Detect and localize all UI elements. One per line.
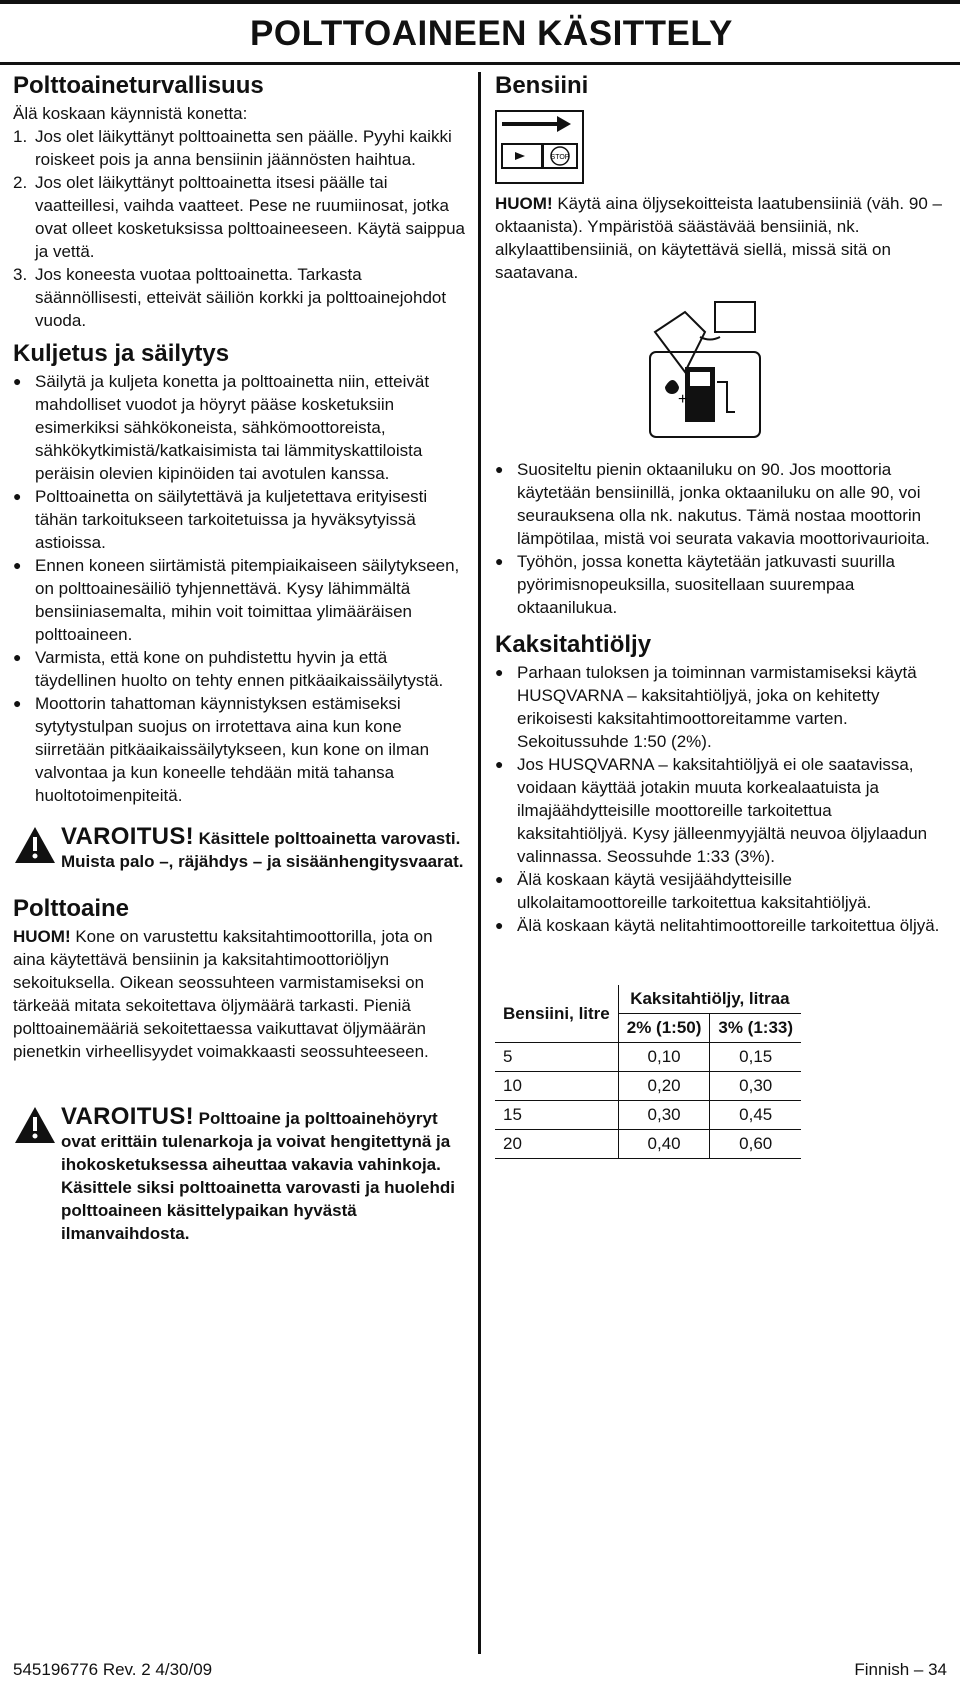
warning-text: Polttoaine ja polttoainehöyryt ovat erittäin tulenarkoja ja voivat hengitettynä ja ihokosketuksessa aiheuttaa vakavia vahinkoja. Käsittele siksi polttoainetta varovasti ja huolehdi polttoaineen käsittelypaikan hyvästä ilmanvaihdosta. — [61, 1109, 455, 1243]
table-row: 10 0,20 0,30 — [495, 1072, 801, 1101]
section-title-two-stroke-oil: Kaksitahtiöljy — [495, 631, 652, 658]
list-item: ● Säilytä ja kuljeta konetta ja polttoainetta niin, etteivät mahdolliset vuodot ja höyryt pääse kosketuksiin esimerkiksi sähkökoneista, sähkömoottoreista, sähkökytkimistä/katkaisimista tai lämmityskattiloista peräisin olevien kipinöiden tai avotulen kanssa. — [13, 372, 430, 483]
list-item: ● Ennen koneen siirtämistä pitempiaikaiseen säilytykseen, on polttoainesäiliö tyhjennettävä. Kysy lähimmältä bensiiniasemalta, mihin voit toimittaa ylimääräisen polttoaineen. — [13, 556, 460, 644]
fuel-can-illustration — [645, 292, 765, 442]
left-column — [13, 70, 468, 1245]
column-divider — [478, 72, 481, 1654]
stop-text: STOP — [550, 154, 570, 161]
title-rule — [0, 62, 960, 65]
top-rule — [0, 0, 960, 4]
fuel-pump-sign — [495, 110, 584, 184]
fuel-safety-intro: Älä koskaan käynnistä konetta: — [13, 104, 248, 123]
fuel-note: HUOM! Kone on varustettu kaksitahtimoottorilla, jota on aina käytettävä bensiinin ja kaksitahtimoottoriöljyn sekoituksella. Oikean seossuhteen varmistamiseksi on tärkeää mitata sekoitettava öljymäärä tarkasti. Pieniä polttoainemääriä sekoitettaessa vaikuttavat öljymäärän pienetkin virheellisyydet voimakkaasti seossuhteeseen. — [13, 927, 433, 1061]
table-header-oil: Kaksitahtiöljy, litraa — [618, 985, 801, 1014]
list-item: 2. Jos olet läikyttänyt polttoainetta itsesi päälle tai vaatteillesi, vaihda vaatteet. Pese ne ruumiinosat, jotka ovat olleet kosketuksissa polttoaineeseen. Käytä saippua ja vettä. — [13, 173, 465, 261]
warning-label: VAROITUS! — [61, 823, 194, 850]
table-row: 20 0,40 0,60 — [495, 1130, 801, 1159]
list-item: 1. Jos olet läikyttänyt polttoainetta sen päälle. Pyyhi kaikki roiskeet pois ja anna bensiinin jäännösten haihtua. — [13, 127, 452, 169]
footer-page-number: Finnish – 34 — [854, 1660, 947, 1679]
section-title-fuel: Polttoaine — [13, 895, 130, 922]
section-title-petrol: Bensiini — [495, 72, 589, 99]
footer-doc-id: 545196776 Rev. 2 4/30/09 — [13, 1660, 213, 1679]
right-column — [495, 70, 945, 1159]
warning-triangle-icon — [13, 1105, 61, 1245]
warning-box-2 — [13, 1105, 468, 1245]
list-item: ● Älä koskaan käytä nelitahtimoottoreille tarkoitettua öljyä. — [495, 916, 940, 935]
octane-list — [495, 458, 945, 619]
mixing-table — [495, 985, 801, 1159]
list-item: ● Jos HUSQVARNA – kaksitahtiöljyä ei ole saatavissa, voidaan käyttää jotakin muuta korkealaatuista ja ilmajäähdytteisille moottoreille tarkoitettua kaksitahtiöljyä. Kysy jälleenmyyjältä neuvoa öljylaadun valinnassa. Seossuhde 1:33 (3%). — [495, 755, 928, 866]
warning-label: VAROITUS! — [61, 1103, 194, 1130]
list-item: ● Varmista, että kone on puhdistettu hyvin ja että täydellinen huolto on tehty ennen pitkäaikaissäilytystä. — [13, 648, 444, 690]
fuel-safety-list — [13, 125, 468, 332]
list-item: ● Moottorin tahattoman käynnistyksen estämiseksi sytytystulpan suojus on irrotettava aina kun kone siirretään pitkäaikaissäilytykseen, kun kone on ilman valvontaa ja kun koneelle tehdään mitä tahansa huoltotoimenpiteitä. — [13, 694, 430, 805]
section-title-transport: Kuljetus ja säilytys — [13, 340, 230, 367]
petrol-note: HUOM! Käytä aina öljysekoitteista laatubensiiniä (väh. 90 – oktaanista). Ympäristöä säästävää bensiiniä, nk. alkylaattibensiiniä, on käytettävä siellä, missä sitä on saatavana. — [495, 194, 942, 282]
table-header-petrol: Bensiini, litre — [495, 985, 618, 1043]
page-title: POLTTOAINEEN KÄSITTELY — [250, 14, 733, 53]
table-header-3pct: 3% (1:33) — [710, 1014, 801, 1043]
list-item: ● Suositeltu pienin oktaaniluku on 90. Jos moottoria käytetään bensiinillä, jonka oktaaniluku on alle 90, voi seurauksena olla nk. nakutus. Tämä nostaa moottorin lämpötilaa, mistä voi seurata vakavia moottorivaurioita. — [495, 460, 930, 548]
svg-text:+: + — [678, 391, 688, 408]
list-item: ● Polttoainetta on säilytettävä ja kuljetettava erityisesti tähän tarkoitukseen tarkoitetuissa ja hyväksytyissä astioissa. — [13, 487, 428, 552]
table-header-2pct: 2% (1:50) — [618, 1014, 710, 1043]
list-item: ● Parhaan tuloksen ja toiminnan varmistamiseksi käytä HUSQVARNA – kaksitahtiöljyä, joka on kehitetty erikoisesti kaksitahtimoottoreitamme varten. Sekoitussuhde 1:50 (2%). — [495, 663, 917, 751]
list-item: ● Älä koskaan käytä vesijäähdytteisille ulkolaitamoottoreille tarkoitettua kaksitahtiöljyä. — [495, 870, 872, 912]
table-row: 15 0,30 0,45 — [495, 1101, 801, 1130]
list-item: 3. Jos koneesta vuotaa polttoainetta. Tarkasta säännöllisesti, etteivät säiliön korkki ja polttoainejohdot vuoda. — [13, 265, 447, 330]
list-item: ● Työhön, jossa konetta käytetään jatkuvasti suurilla pyörimisnopeuksilla, suositellaan suurempaa oktaanilukua. — [495, 552, 895, 617]
section-title-fuel-safety: Polttoaineturvallisuus — [13, 72, 264, 99]
transport-list — [13, 370, 468, 807]
warning-triangle-icon — [13, 825, 61, 873]
warning-text: Käsittele polttoainetta varovasti. Muista palo –, räjähdys – ja sisäänhengitysvaarat. — [61, 829, 464, 871]
warning-box-1 — [13, 825, 468, 873]
table-row: 5 0,10 0,15 — [495, 1043, 801, 1072]
oil-list — [495, 661, 945, 937]
